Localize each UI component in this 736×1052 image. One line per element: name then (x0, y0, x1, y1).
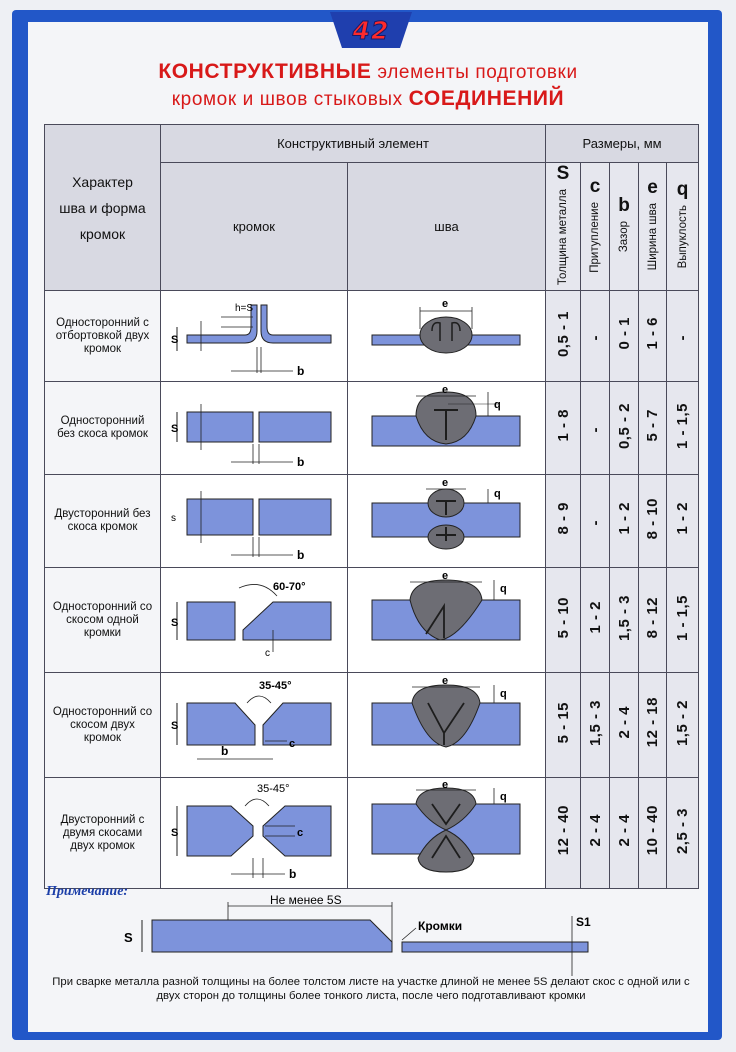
svg-text:q: q (494, 488, 501, 501)
value-b: 0 - 1 (615, 317, 633, 350)
title-line-2: кромок и швов стыковых СОЕДИНЕНИЙ (171, 87, 565, 110)
value-s: 5 - 10 (554, 596, 572, 639)
row-name: Односторонний со скосом двух кромок (45, 673, 161, 778)
value-s: 5 - 15 (554, 701, 572, 744)
value-c: 2 - 4 (586, 814, 604, 847)
label-b: b (297, 364, 305, 379)
header-col-b: b Зазор (610, 163, 639, 291)
value-c: - (586, 519, 604, 526)
seam-figure (348, 475, 546, 568)
value-q: 1,5 - 2 (674, 699, 692, 746)
value-q: 1 - 1,5 (674, 594, 692, 641)
header-col-s: S Толщина металла (546, 163, 581, 291)
note-text: При сварке металла разной толщины на более толстом листе на участке длиной не менее 5S делают скос с одной или с двух сторон до толщины более тонкого листа, после чего подготавливают кромки (52, 976, 690, 1002)
label-h: h=S (235, 303, 254, 315)
edge-figure (161, 291, 348, 382)
value-e: 12 - 18 (644, 697, 661, 748)
table-row (45, 778, 699, 889)
header-sizes: Размеры, мм (546, 125, 699, 163)
label-e: e (442, 298, 449, 311)
edge-figure (161, 568, 348, 673)
svg-text:b: b (221, 744, 229, 759)
svg-text:q: q (500, 583, 507, 596)
value-b: 1,5 - 3 (615, 594, 633, 641)
svg-text:b: b (297, 455, 305, 470)
svg-text:c: c (265, 648, 270, 660)
svg-text:e: e (442, 477, 449, 490)
svg-text:b: b (297, 548, 305, 563)
seam-figure (348, 778, 546, 889)
label-edges: Кромки (418, 919, 463, 933)
edge-figure (161, 778, 348, 889)
value-s: 12 - 40 (554, 805, 572, 856)
table-row (45, 475, 699, 568)
value-c: - (586, 334, 604, 341)
header-col-c: c Притупление (581, 163, 610, 291)
value-q: - (674, 334, 692, 341)
value-s: 0,5 - 1 (554, 310, 572, 357)
value-e: 10 - 40 (644, 805, 661, 856)
table-row (45, 291, 699, 382)
header-col-e: e Ширина шва (639, 163, 667, 291)
value-b: 2 - 4 (615, 706, 633, 739)
value-q: 2,5 - 3 (674, 807, 692, 854)
row-name: Двусторонний с двумя скосами двух кромок (45, 778, 161, 889)
svg-text:35-45°: 35-45° (259, 680, 292, 693)
note-title: Примечание: (46, 884, 129, 899)
row-name: Односторонний без скоса кромок (45, 382, 161, 475)
value-e: 5 - 7 (644, 409, 661, 442)
label-not-less: Не менее 5S (270, 893, 342, 907)
value-c: - (586, 426, 604, 433)
header-col-q: q Выпуклость (667, 163, 699, 291)
value-b: 2 - 4 (615, 814, 633, 847)
svg-text:q: q (500, 688, 507, 701)
svg-text:35-45°: 35-45° (257, 783, 290, 796)
value-c: 1 - 2 (586, 601, 604, 634)
value-e: 8 - 10 (644, 497, 661, 540)
svg-text:e: e (442, 779, 449, 792)
label-s-small: s (171, 513, 176, 525)
note-diagram (120, 890, 620, 978)
svg-text:e: e (442, 570, 449, 583)
edge-figure (161, 382, 348, 475)
row-name: Односторонний со скосом одной кромки (45, 568, 161, 673)
main-table (44, 124, 699, 889)
value-b: 0,5 - 2 (615, 402, 633, 449)
value-q: 1 - 2 (674, 502, 692, 535)
header-element: Конструктивный элемент (161, 125, 546, 163)
label-q: q (494, 399, 501, 412)
value-s: 8 - 9 (554, 502, 572, 535)
value-c: 1,5 - 3 (586, 699, 604, 746)
svg-text:c: c (297, 827, 304, 840)
svg-text:S: S (171, 827, 179, 840)
seam-figure (348, 291, 546, 382)
svg-text:S: S (171, 423, 179, 436)
label-s1: S1 (576, 915, 591, 929)
svg-text:e: e (442, 675, 449, 688)
seam-figure (348, 382, 546, 475)
table-row (45, 568, 699, 673)
value-e: 1 - 6 (644, 317, 661, 350)
edge-figure (161, 673, 348, 778)
table-row (45, 382, 699, 475)
label-angle: 60-70° (273, 581, 306, 594)
header-edges: кромок (161, 163, 348, 291)
label-s: S (171, 334, 179, 347)
seam-figure (348, 673, 546, 778)
svg-text:S: S (171, 720, 179, 733)
label-note-s: S (124, 930, 133, 945)
svg-text:e: e (442, 384, 449, 397)
svg-text:c: c (289, 738, 296, 751)
svg-text:b: b (289, 867, 297, 882)
row-name: Двусторонний без скоса кромок (45, 475, 161, 568)
header-seam: шва (348, 163, 546, 291)
edge-figure (161, 475, 348, 568)
page-number: 42 (352, 16, 390, 45)
value-b: 1 - 2 (615, 502, 633, 535)
svg-text:S: S (171, 617, 179, 630)
value-e: 8 - 12 (644, 596, 661, 639)
header-character: Характер шва и форма кромок (45, 125, 161, 291)
table-row (45, 673, 699, 778)
value-q: 1 - 1,5 (674, 402, 692, 449)
value-s: 1 - 8 (554, 409, 572, 442)
seam-figure (348, 568, 546, 673)
title-line-1: КОНСТРУКТИВНЫЕ элементы подготовки (158, 60, 578, 83)
svg-text:q: q (500, 791, 507, 804)
row-name: Односторонний с отбортовкой двух кромок (45, 291, 161, 382)
